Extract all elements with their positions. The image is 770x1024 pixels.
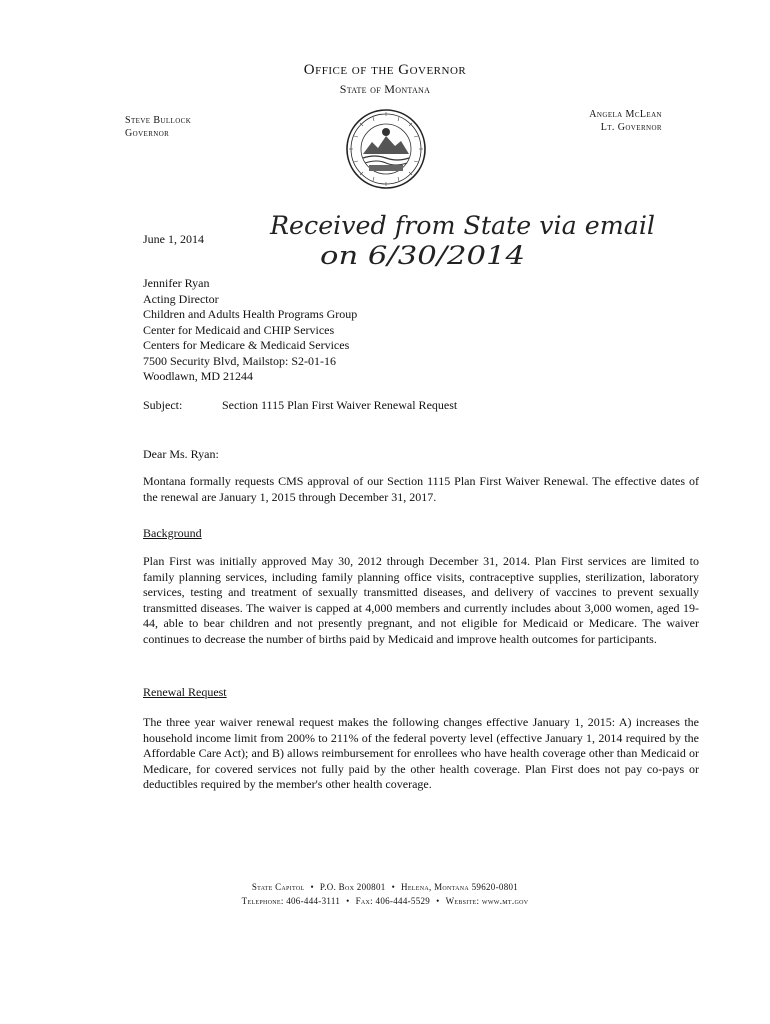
lt-governor-name: Angela McLean bbox=[589, 109, 662, 120]
recipient-address bbox=[143, 276, 357, 385]
footer-bullet: • bbox=[391, 882, 396, 892]
renewal-heading: Renewal Request bbox=[143, 685, 227, 699]
footer-city: Helena, Montana 59620-0801 bbox=[401, 882, 519, 892]
state-title: State of Montana bbox=[339, 82, 431, 96]
address-line: Center for Medicaid and CHIP Services bbox=[143, 322, 335, 337]
salutation: Dear Ms. Ryan: bbox=[143, 447, 219, 461]
address-line: 7500 Security Blvd, Mailstop: S2-01-16 bbox=[143, 353, 336, 368]
renewal-paragraph: The three year waiver renewal request makes the following changes effective January 1, 2015: A) increases the household income limit from 200% to 211% of the federal poverty level (effective January 1, 2014 required by the Affordable Care Act); and B) allows reimbursement for enrollees who have health coverage other than Medicaid or Medicare, for covered services not fully paid by the other health coverage. Plan First does not pay co-pays or deductibles required by the member's other health coverage. bbox=[143, 715, 699, 792]
governor-title: Governor bbox=[125, 128, 170, 139]
office-title: Office of the Governor bbox=[303, 62, 467, 78]
subject-text: Section 1115 Plan First Waiver Renewal Request bbox=[222, 398, 458, 412]
lt-governor-title: Lt. Governor bbox=[600, 122, 662, 133]
governor-block bbox=[125, 114, 191, 140]
footer-address bbox=[0, 882, 770, 892]
handwritten-note-line1: Received from State via email bbox=[268, 211, 655, 240]
address-line: Children and Adults Health Programs Group bbox=[143, 307, 358, 321]
footer-bullet: • bbox=[310, 882, 314, 892]
footer-bullet: • bbox=[346, 896, 350, 906]
address-line: Woodlawn, MD 21244 bbox=[143, 369, 254, 383]
state-seal-icon bbox=[345, 108, 427, 190]
intro-paragraph: Montana formally requests CMS approval of our Section 1115 Plan First Waiver Renewal. The effective dates of the renewal are January 1, 2015 through December 31, 2017. bbox=[143, 474, 699, 504]
address-line: Acting Director bbox=[143, 291, 219, 306]
subject-label: Subject: bbox=[143, 398, 183, 412]
footer-telephone: Telephone: 406-444-3111 bbox=[241, 896, 341, 906]
subject-line bbox=[143, 398, 457, 413]
letter-date: June 1, 2014 bbox=[143, 232, 204, 246]
lt-governor-block bbox=[560, 108, 662, 134]
address-line: Jennifer Ryan bbox=[143, 276, 210, 290]
address-line: Centers for Medicare & Medicaid Services bbox=[143, 338, 350, 352]
footer-bullet: • bbox=[436, 896, 440, 906]
footer-contact bbox=[0, 896, 770, 906]
background-heading: Background bbox=[143, 526, 202, 540]
footer-capitol: State Capitol bbox=[251, 882, 305, 892]
governor-name: Steve Bullock bbox=[125, 115, 192, 126]
footer-pobox: P.O. Box 200801 bbox=[319, 882, 386, 892]
handwritten-note-line2: on 6/30/2014 bbox=[320, 241, 525, 270]
background-paragraph: Plan First was initially approved May 30, 2012 through December 31, 2014. Plan First services are limited to family planning services, including family planning office visits, contraceptive supplies, sterilization, laboratory services, testing and treatment of sexually transmitted diseases, and delivery of vaccines to prevent sexually transmitted diseases. The waiver is capped at 4,000 members and currently includes about 3,000 women, aged 19-44, able to bear children and not presently pregnant, and not eligible for Medicaid or Medicare. The waiver continues to decrease the number of births paid by Medicaid and improve health outcomes for participants. bbox=[143, 554, 699, 646]
handwritten-note bbox=[268, 200, 668, 272]
footer-website: Website: www.mt.gov bbox=[445, 896, 529, 906]
footer-fax: Fax: 406-444-5529 bbox=[355, 896, 431, 906]
